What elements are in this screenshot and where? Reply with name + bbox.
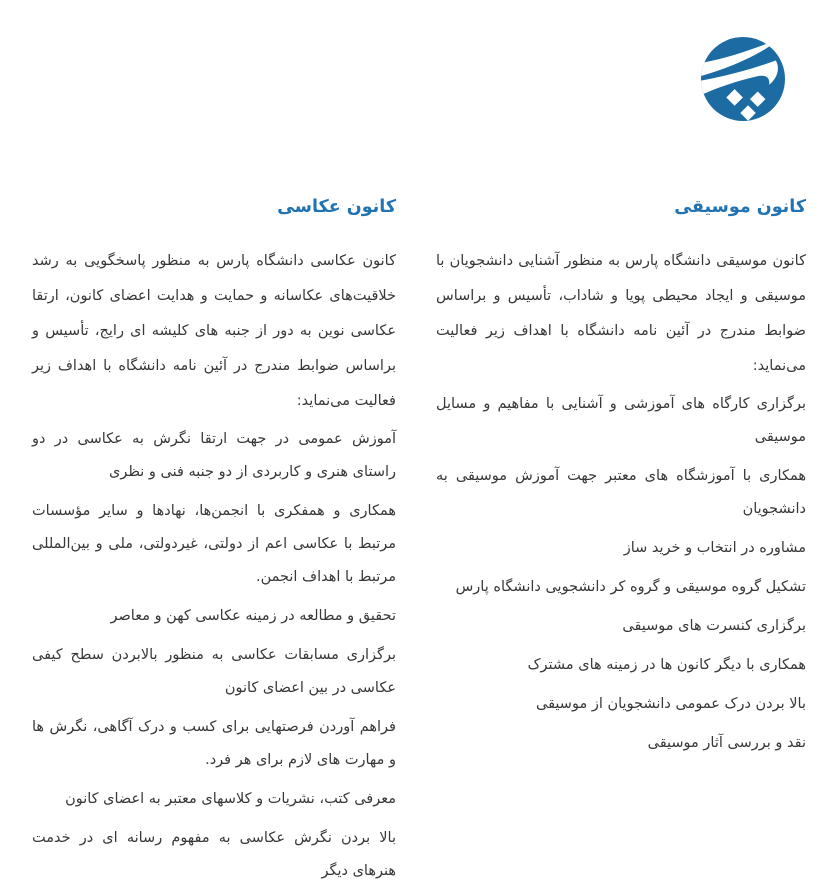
goal-item: همکاری و همفکری با انجمن‌ها، نهادها و سایر مؤسسات مرتبط با عکاسی اعم از دولتی، غیردولتی، ملی و بین‌المللی مرتبط با اهداف انجمن.: [32, 503, 396, 585]
section-music-club: [436, 194, 806, 894]
goal-item: بالا بردن نگرش عکاسی به مفهوم رسانه ای در خدمت هنرهای دیگر: [32, 830, 396, 879]
goal-item: بالا بردن درک عمومی دانشجویان از موسیقی: [536, 696, 806, 712]
photography-club-intro: کانون عکاسی دانشگاه پارس به منظور پاسخگویی به رشد خلاقیت‌های عکاسانه و حمایت و هدایت اعضای کانون، ارتقا عکاسی نوین به دور از جنبه های کلیشه ای رایج، تأسیس و براساس ضوابط مندرج در آئین نامه دانشگاه با اهداف زیر فعالیت می‌نماید:: [32, 253, 396, 409]
pars-logo-icon: [701, 37, 785, 121]
section-photography-club: [32, 194, 396, 894]
photography-club-goals-list: [32, 423, 396, 888]
goal-item: برگزاری کارگاه های آموزشی و آشنایی با مفاهیم و مسایل موسیقی: [436, 396, 806, 445]
goal-item: همکاری با دیگر کانون ها در زمینه های مشترک: [527, 657, 806, 673]
goal-item: تحقیق و مطالعه در زمینه عکاسی کهن و معاصر: [110, 608, 396, 624]
goal-item: برگزاری مسابقات عکاسی به منظور بالابردن سطح کیفی عکاسی در بین اعضای کانون: [32, 647, 396, 696]
goal-item: نقد و بررسی آثار موسیقی: [647, 735, 806, 751]
goal-item: تشکیل گروه موسیقی و گروه کر دانشجویی دانشگاه پارس: [455, 579, 806, 595]
music-club-intro: کانون موسیقی دانشگاه پارس به منظور آشنایی دانشجویان با موسیقی و ایجاد محیطی پویا و شاداب، تأسیس و براساس ضوابط مندرج در آئین نامه دانشگاه با اهداف زیر فعالیت می‌نماید:: [436, 253, 806, 374]
goal-item: معرفی کتب، نشریات و کلاسهای معتبر به اعضای کانون: [65, 791, 396, 807]
music-club-title: کانون موسیقی: [674, 197, 806, 217]
photography-club-title: کانون عکاسی: [277, 197, 396, 217]
goal-item: مشاوره در انتخاب و خرید ساز: [623, 540, 806, 556]
goal-item: همکاری با آموزشگاه های معتبر جهت آموزش موسیقی به دانشجویان: [436, 468, 806, 517]
music-club-goals-list: [436, 388, 806, 760]
page-content: [32, 194, 806, 894]
goal-item: فراهم آوردن فرصتهایی برای کسب و درک آگاهی، نگرش ها و مهارت های لازم برای هر فرد.: [32, 719, 396, 768]
pars-logo-graphic: [701, 37, 785, 121]
goal-item: آموزش عمومی در جهت ارتقا نگرش به عکاسی در دو راستای هنری و کاربردی از دو جنبه فنی و نظری: [32, 431, 396, 480]
goal-item: برگزاری کنسرت های موسیقی: [622, 618, 806, 634]
